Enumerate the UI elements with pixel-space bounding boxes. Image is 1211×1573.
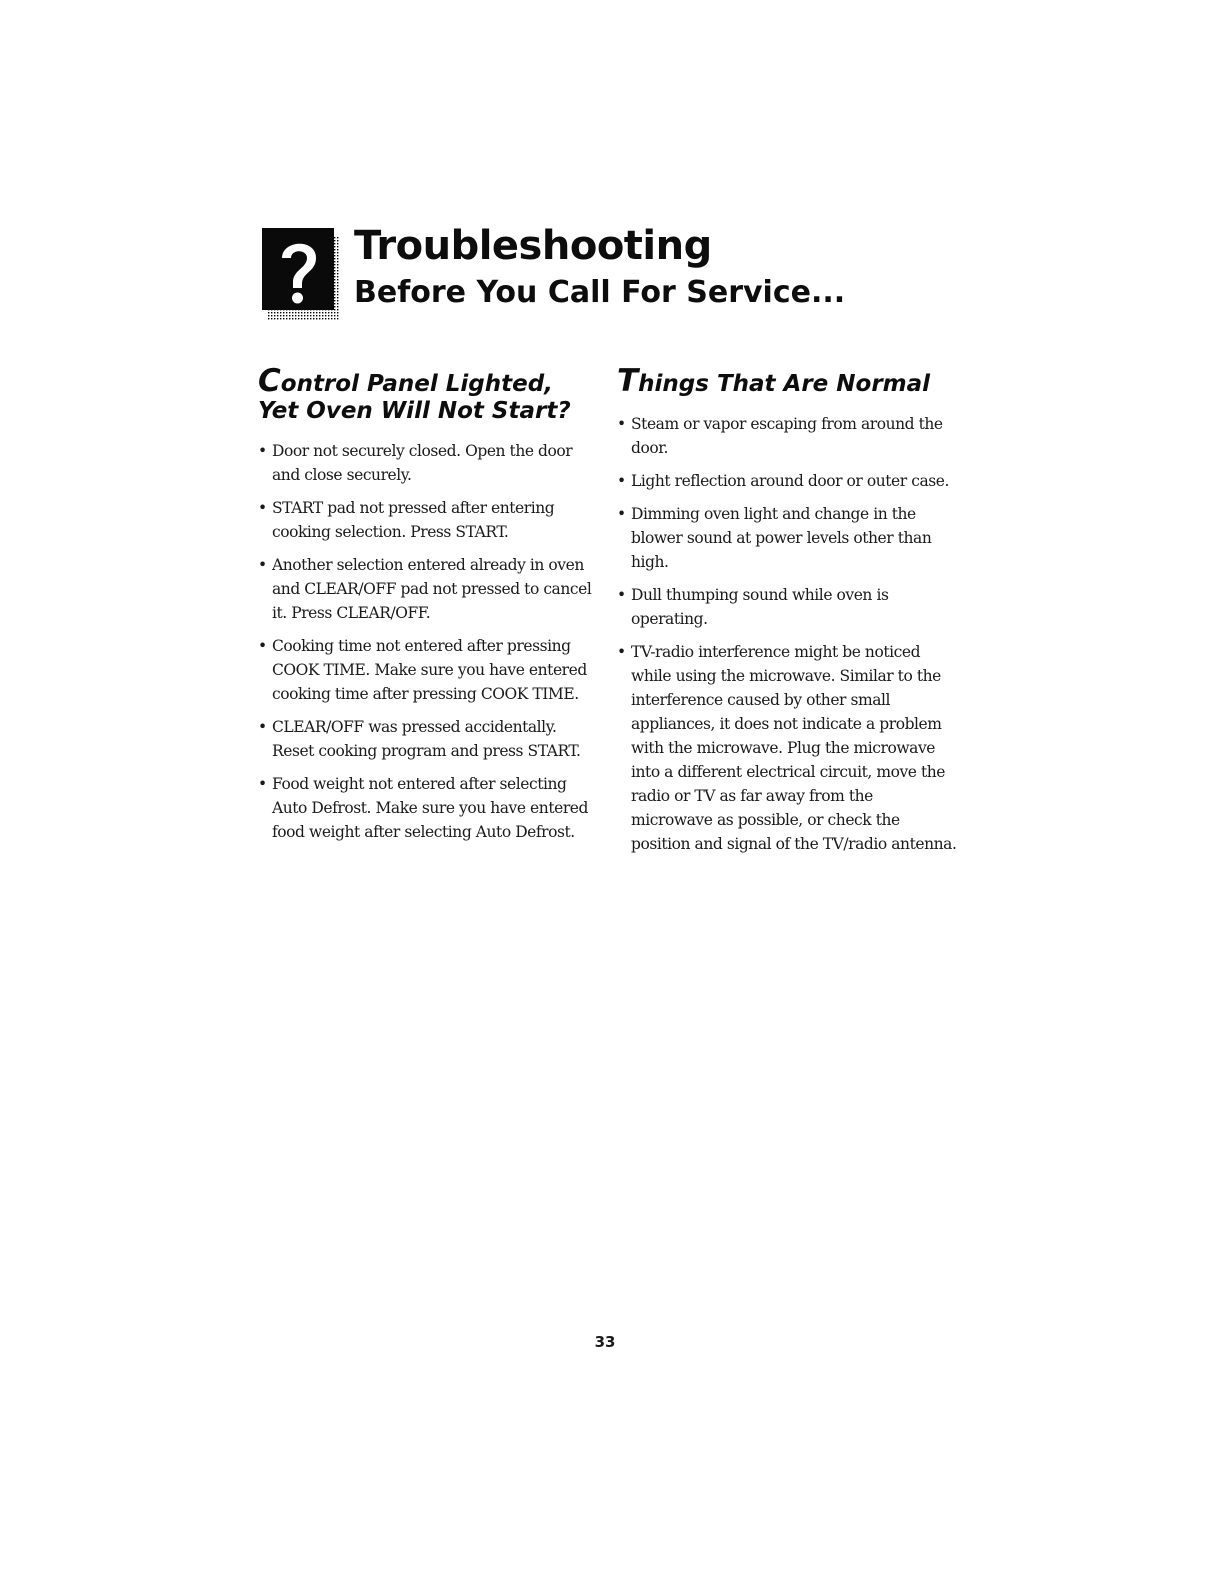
item-text: Dimming oven light and change in the blower sound at power levels other than high. — [631, 505, 932, 571]
list-item — [258, 715, 594, 763]
list-item — [258, 553, 594, 625]
question-mark-icon — [262, 228, 342, 320]
bullet: • — [617, 643, 626, 661]
section-heading — [617, 363, 957, 399]
bullet: • — [258, 556, 267, 574]
item-text: Light reflection around door or outer case. — [631, 472, 949, 490]
item-text: CLEAR/OFF was pressed accidentally. Reset cooking program and press START. — [272, 718, 581, 760]
list-item — [258, 772, 594, 844]
control-panel-section — [258, 363, 594, 853]
item-text: Steam or vapor escaping from around the door. — [631, 415, 943, 457]
bullet: • — [258, 499, 267, 517]
troubleshooting-list — [258, 439, 594, 844]
item-text: START pad not pressed after entering cooking selection. Press START. — [272, 499, 555, 541]
item-text: Another selection entered already in oven and CLEAR/OFF pad not pressed to cancel it. Press CLEAR/OFF. — [272, 556, 592, 622]
bullet: • — [258, 637, 267, 655]
heading-text: hings That Are Normal — [638, 371, 931, 397]
list-item — [258, 439, 594, 487]
item-text: Dull thumping sound while oven is operating. — [631, 586, 889, 628]
list-item — [617, 469, 957, 493]
section-heading — [258, 363, 594, 425]
bullet: • — [258, 718, 267, 736]
heading-initial: C — [258, 363, 281, 399]
item-text: Door not securely closed. Open the door and close securely. — [272, 442, 573, 484]
list-item — [617, 583, 957, 631]
normal-things-section — [617, 363, 957, 865]
bullet: • — [258, 442, 267, 460]
heading-initial: T — [617, 363, 639, 399]
list-item — [617, 640, 957, 856]
page-header — [262, 222, 962, 322]
page-number: 33 — [594, 1333, 616, 1351]
page-subtitle: Before You Call For Service... — [354, 275, 846, 310]
page-title: Troubleshooting — [354, 223, 712, 269]
list-item — [258, 496, 594, 544]
bullet: • — [617, 472, 626, 490]
normal-list — [617, 412, 957, 856]
heading-text: ontrol Panel Lighted, Yet Oven Will Not Start? — [258, 371, 571, 424]
bullet: • — [258, 775, 267, 793]
item-text: Food weight not entered after selecting Auto Defrost. Make sure you have entered food weight after selecting Auto Defrost. — [272, 775, 588, 841]
item-text: Cooking time not entered after pressing COOK TIME. Make sure you have entered cooking time after pressing COOK TIME. — [272, 637, 587, 703]
bullet: • — [617, 415, 626, 433]
item-text: TV-radio interference might be noticed while using the microwave. Similar to the interference caused by other small appliances, it does not indicate a problem with the microwave. Plug the microwave into a different electrical circuit, move the radio or TV as far away from the microwave as possible, or check the position and signal of the TV/radio antenna. — [631, 643, 957, 853]
bullet: • — [617, 505, 626, 523]
list-item — [258, 634, 594, 706]
list-item — [617, 502, 957, 574]
bullet: • — [617, 586, 626, 604]
list-item — [617, 412, 957, 460]
